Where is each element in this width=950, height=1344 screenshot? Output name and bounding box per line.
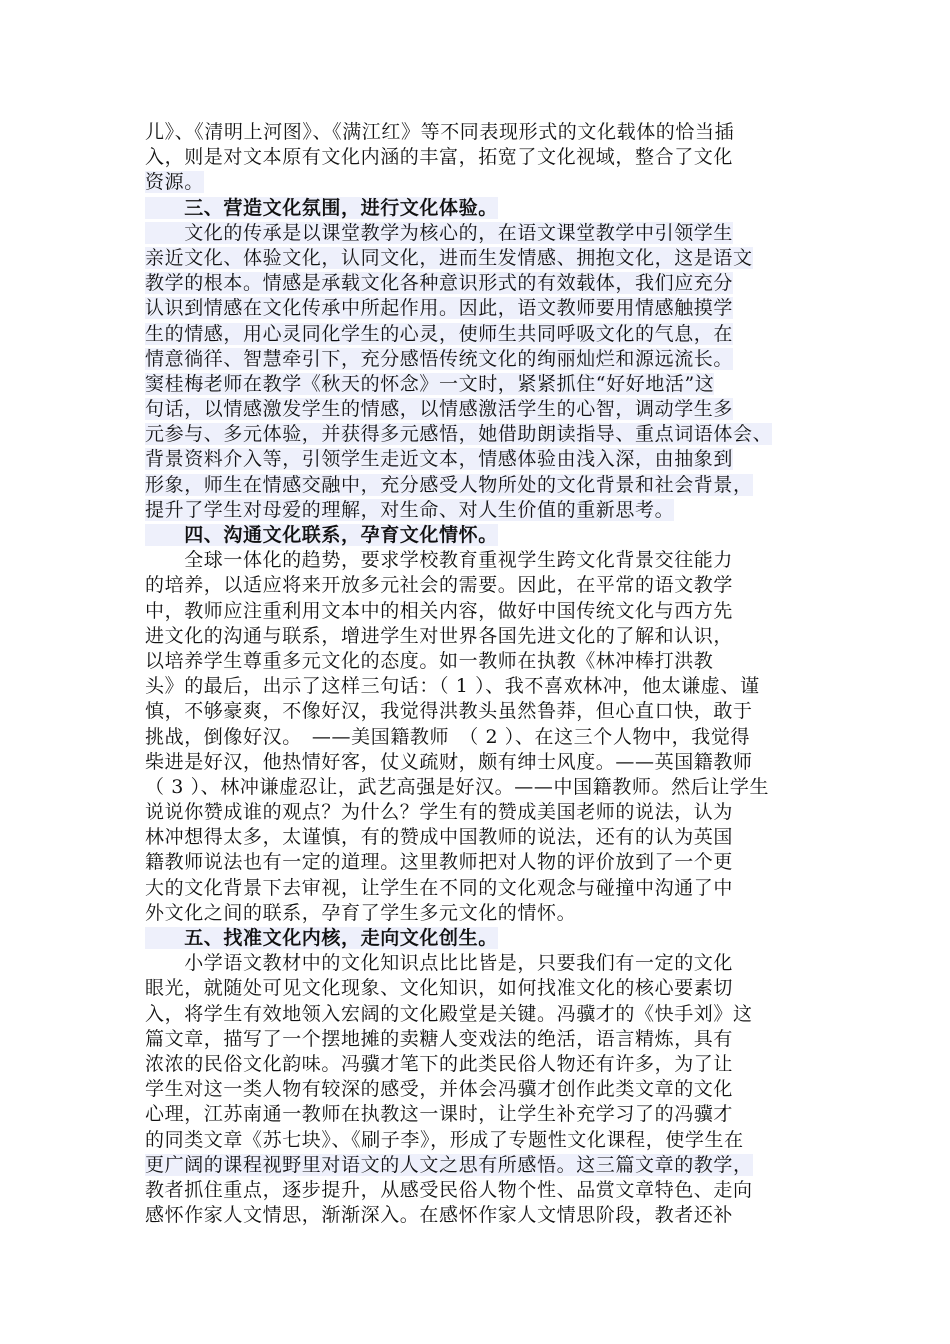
line-text: 儿》、《清明上河图》、《满江红》等不同表现形式的文化载体的恰当插	[145, 121, 735, 143]
text-line	[145, 699, 825, 724]
line-text: 籍教师说法也有一定的道理。这里教师把对人物的评价放到了一个更	[145, 851, 734, 874]
text-line	[145, 674, 825, 699]
text-line	[145, 800, 825, 825]
text-line	[145, 750, 825, 775]
line-text: 林冲想得太多，太谨慎，有的赞成中国教师的说法，还有的认为英国	[145, 826, 734, 849]
text-line	[145, 296, 825, 321]
text-line	[145, 347, 825, 372]
line-text: 入，则是对文本原有文化内涵的丰富，拓宽了文化视域，整合了文化	[145, 146, 734, 169]
document-page	[145, 120, 825, 1228]
line-text: 篇文章，描写了一个摆地摊的卖糖人变戏法的绝活，语言精炼，具有	[145, 1027, 734, 1050]
line-text: 四、沟通文化联系，孕育文化情怀。	[145, 524, 498, 546]
line-text: 形象，师生在情感交融中，充分感受人物所处的文化背景和社会背景，	[145, 473, 753, 496]
line-text: 进文化的沟通与联系，增进学生对世界各国先进文化的了解和认识，	[145, 624, 734, 647]
text-line	[145, 649, 825, 674]
line-text: 以培养学生尊重多元文化的态度。如一教师在执教《林冲棒打洪教	[145, 649, 714, 672]
text-line	[145, 498, 825, 523]
text-line	[145, 322, 825, 347]
text-line	[145, 372, 825, 397]
line-text: 资源。	[145, 171, 204, 194]
text-line	[145, 397, 825, 422]
text-line	[145, 548, 825, 573]
line-text: 小学语文教材中的文化知识点比比皆是，只要我们有一定的文化	[145, 952, 734, 975]
text-line	[145, 876, 825, 901]
line-text: 背景资料介入等，引领学生走近文本，情感体验由浅入深，由抽象到	[145, 448, 734, 471]
line-text: 头》的最后，出示了这样三句话：（ 1 ）、我不喜欢林冲，他太谦虚、谨	[145, 675, 760, 698]
line-text: 浓浓的民俗文化韵味。冯骥才笔下的此类民俗人物还有许多，为了让	[145, 1052, 734, 1075]
text-line	[145, 624, 825, 649]
line-text: 教学的根本。情感是承载文化各种意识形式的有效载体，我们应充分	[145, 272, 734, 295]
line-text: 眼光，就随处可见文化现象、文化知识，如何找准文化的核心要素切	[145, 977, 734, 1000]
text-line	[145, 1027, 825, 1052]
text-line	[145, 170, 825, 195]
line-text: 亲近文化、体验文化，认同文化，进而生发情感、拥抱文化，这是语文	[145, 246, 753, 269]
line-text: （ 3 ）、林冲谦虚忍让，武艺高强是好汉。——中国籍教师。然后让学生	[145, 775, 770, 798]
line-text: 更广阔的课程视野里对语文的人文之思有所感悟。这三篇文章的教学，	[145, 1153, 753, 1176]
line-text: 感怀作家人文情思，渐渐深入。在感怀作家人文情思阶段，教者还补	[145, 1204, 734, 1227]
text-line	[145, 422, 825, 447]
text-line	[145, 145, 825, 170]
line-text: 三、营造文化氛围，进行文化体验。	[145, 196, 498, 219]
line-text: 说说你赞成谁的观点？为什么？学生有的赞成美国老师的说法，认为	[145, 801, 734, 824]
text-line	[145, 1178, 825, 1203]
text-line	[145, 1102, 825, 1127]
section-heading	[145, 523, 825, 548]
text-line	[145, 120, 825, 145]
line-text: 全球一体化的趋势，要求学校教育重视学生跨文化背景交往能力	[145, 549, 734, 572]
text-line	[145, 271, 825, 296]
line-text: 挑战，倒像好汉。 ——美国籍教师 （ 2 ）、在这三个人物中，我觉得	[145, 725, 751, 748]
text-line	[145, 573, 825, 598]
text-line	[145, 976, 825, 1001]
line-text: 元参与、多元体验，并获得多元感悟，她借助朗读指导、重点词语体会、	[145, 423, 773, 446]
text-line	[145, 901, 825, 926]
line-text: 柴进是好汉，他热情好客，仗义疏财，颇有绅士风度。——英国籍教师	[145, 750, 753, 773]
line-text: 句话，以情感激发学生的情感，以情感激活学生的心智，调动学生多	[145, 398, 734, 421]
text-line	[145, 1077, 825, 1102]
text-line	[145, 1052, 825, 1077]
text-line	[145, 725, 825, 750]
line-text: 文化的传承是以课堂教学为核心的，在语文课堂教学中引领学生	[145, 221, 734, 244]
line-text: 提升了学生对母爱的理解，对生命、对人生价值的重新思考。	[145, 498, 675, 521]
line-text: 入，将学生有效地领入宏阔的文化殿堂是关键。冯骥才的《快手刘》这	[145, 1002, 753, 1025]
line-text: 的培养，以适应将来开放多元社会的需要。因此，在平常的语文教学	[145, 574, 734, 597]
line-text: 情意徜徉、智慧牵引下，充分感悟传统文化的绚丽灿烂和源远流长。	[145, 347, 734, 370]
text-line	[145, 775, 825, 800]
section-heading	[145, 926, 825, 951]
line-text: 的同类文章《苏七块》、《刷子李》，形成了专题性文化课程，使学生在	[145, 1128, 744, 1151]
text-line	[145, 1128, 825, 1153]
line-text: 心理，江苏南通一教师在执教这一课时，让学生补充学习了的冯骥才	[145, 1103, 734, 1126]
text-line	[145, 951, 825, 976]
text-line	[145, 221, 825, 246]
line-text: 大的文化背景下去审视，让学生在不同的文化观念与碰撞中沟通了中	[145, 876, 734, 899]
line-text: 教者抓住重点，逐步提升，从感受民俗人物个性、品赏文章特色、走向	[145, 1178, 753, 1201]
line-text: 生的情感，用心灵同化学生的心灵，使师生共同呼吸文化的气息，在	[145, 322, 734, 345]
text-line	[145, 246, 825, 271]
section-heading	[145, 196, 825, 221]
line-text: 外文化之间的联系，孕育了学生多元文化的情怀。	[145, 901, 577, 924]
text-line	[145, 1002, 825, 1027]
line-text: 中，教师应注重利用文本中的相关内容，做好中国传统文化与西方先	[145, 599, 734, 622]
text-line	[145, 447, 825, 472]
line-text: 认识到情感在文化传承中所起作用。因此，语文教师要用情感触摸学	[145, 297, 734, 320]
line-text: 窦桂梅老师在教学《秋天的怀念》一文时，紧紧抓住“好好地活”这	[145, 372, 715, 395]
text-line	[145, 599, 825, 624]
line-text: 五、找准文化内核，走向文化创生。	[145, 927, 498, 949]
line-text: 慎，不够豪爽，不像好汉，我觉得洪教头虽然鲁莽，但心直口快，敢于	[145, 700, 753, 723]
text-line	[145, 825, 825, 850]
text-line	[145, 1153, 825, 1178]
text-line	[145, 473, 825, 498]
line-text: 学生对这一类人物有较深的感受，并体会冯骥才创作此类文章的文化	[145, 1078, 734, 1101]
text-line	[145, 850, 825, 875]
text-line	[145, 1203, 825, 1228]
